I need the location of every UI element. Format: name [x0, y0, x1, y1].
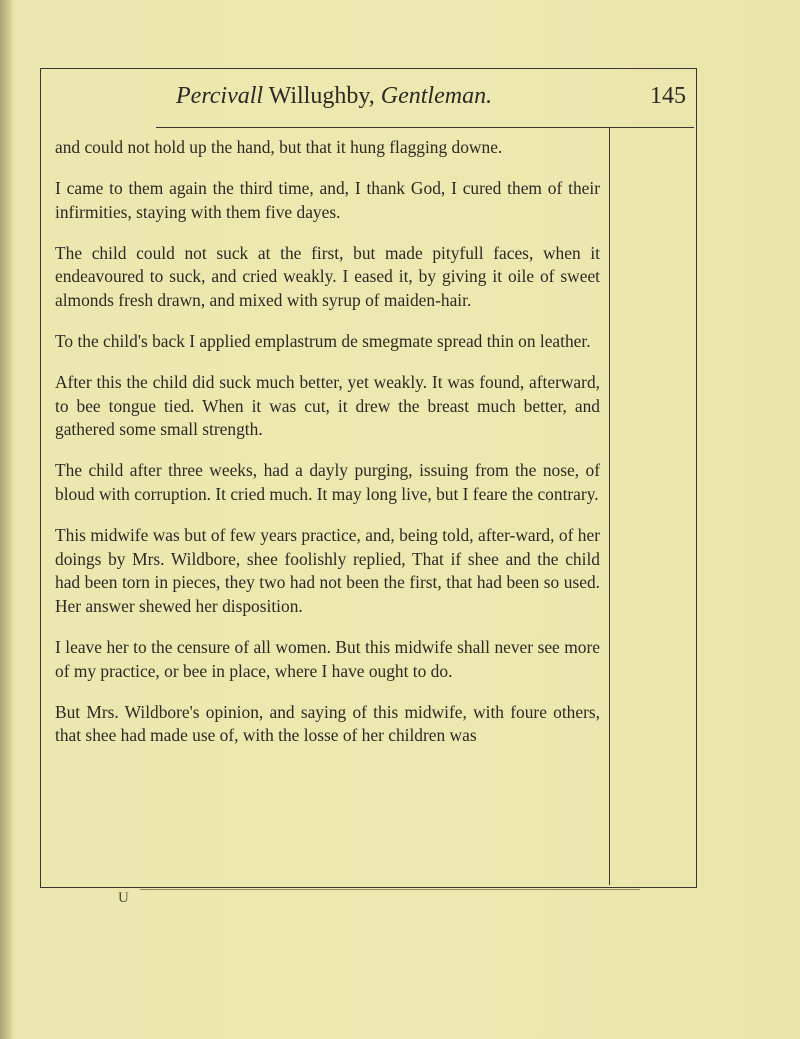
running-head-title-first: Percivall — [176, 83, 264, 109]
left-frame-rule — [40, 68, 41, 888]
paragraph: and could not hold up the hand, but that it hung flagging downe. — [55, 137, 503, 157]
header-underline-rule — [156, 127, 694, 128]
running-head-title-middle: Willughby, — [263, 83, 381, 109]
paragraph: This midwife was but of few years practice, and, being told, after-ward, of her doings by Mrs. Wildbore, shee foolishly replied, That if shee and the child had been torn in pieces, they two had not been the first, that had been so used. Her answer shewed her disposition. — [55, 525, 600, 616]
paragraph: I leave her to the censure of all women. But this midwife shall never see more of my practice, or bee in place, where I have ought to do. — [55, 637, 600, 681]
spine-shadow — [0, 0, 14, 1039]
signature-mark: U — [118, 890, 129, 906]
running-head — [176, 80, 686, 112]
top-frame-rule — [40, 68, 697, 69]
paragraph: But Mrs. Wildbore's opinion, and saying of this midwife, with foure others, that shee had made use of, with the losse of her children was — [55, 701, 600, 746]
paragraph: After this the child did suck much better, yet weakly. It was found, afterward, to bee tongue tied. When it was cut, it drew the breast much better, and gathered some small strength. — [55, 372, 600, 440]
body-text — [55, 136, 600, 765]
margin-column-rule — [609, 127, 610, 885]
bottom-secondary-rule — [140, 889, 640, 890]
right-frame-rule — [696, 68, 697, 888]
page-number: 145 — [650, 83, 686, 109]
paragraph: I came to them again the third time, and, I thank God, I cured them of their infirmities, staying with them five dayes. — [55, 178, 600, 222]
paragraph: To the child's back I applied emplastrum de smegmate spread thin on leather. — [55, 331, 591, 352]
paragraph: The child could not suck at the first, but made pityfull faces, when it endeavoured to suck, and cried weakly. I eased it, by giving it oile of sweet almonds fresh drawn, and mixed with syrup of maiden-hair. — [55, 242, 600, 310]
paragraph: The child after three weeks, had a dayly purging, issuing from the nose, of bloud with corruption. It cried much. It may long live, but I feare the contrary. — [55, 460, 600, 505]
bottom-frame-rule — [40, 887, 697, 888]
running-head-title-last: Gentleman. — [380, 83, 493, 109]
